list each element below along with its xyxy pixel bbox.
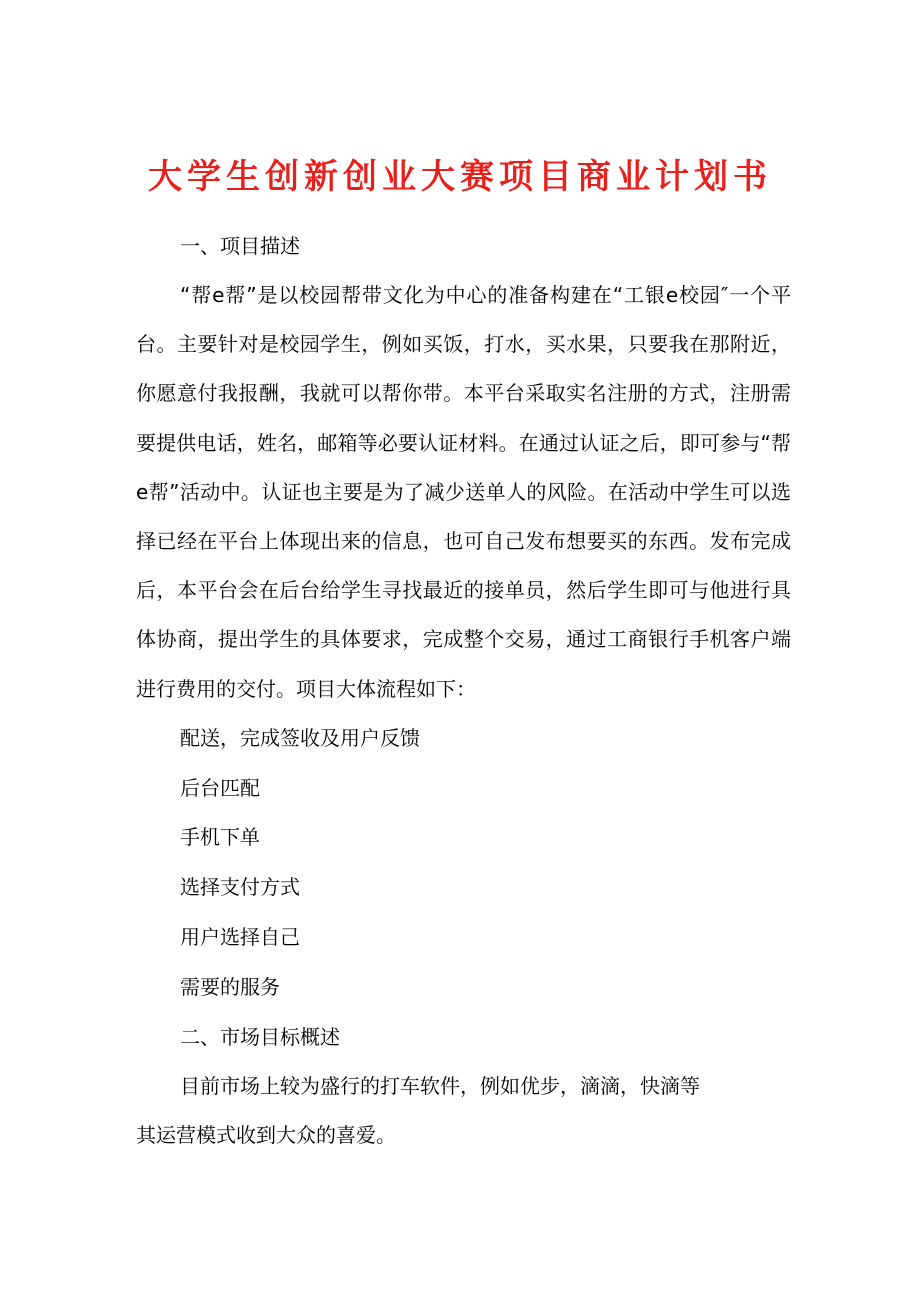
flow-step: 需要的服务 [180, 974, 280, 999]
section-heading-project-description: 一、项目描述 [180, 234, 300, 258]
section-heading-market-overview: 二、市场目标概述 [180, 1024, 340, 1049]
flow-step: 后台匹配 [180, 775, 260, 800]
project-description-paragraph: “帮e帮”是以校园帮带文化为中心的准备构建在“工银e校园″一个平台。主要针对是校园学生，例如买饭，打水，买水果，只要我在那附近，你愿意付我报酬，我就可以帮你带。本平台采取实名注册的方式，注册需要提供电话，姓名，邮箱等必要认证材料。在通过认证之后，即可参与“帮e帮”活动中。认证也主要是为了减少送单人的风险。在活动中学生可以选择已经在平台上体现出来的信息，也可自己发布想要买的东西。发布完成后，本平台会在后台给学生寻找最近的接单员，然后学生即可与他进行具体协商，提出学生的具体要求，完成整个交易，通过工商银行手机客户端进行费用的交付。项目大体流程如下： [136, 283, 791, 701]
flow-step: 手机下单 [180, 825, 260, 850]
page-title: 大学生创新创业大赛项目商业计划书 [148, 156, 772, 197]
process-flow-list [136, 714, 791, 1013]
flow-step: 用户选择自己 [180, 925, 300, 950]
flow-step: 选择支付方式 [180, 875, 300, 900]
market-overview-paragraph [136, 1062, 791, 1160]
document-body [136, 222, 791, 1160]
flow-step: 配送，完成签收及用户反馈 [180, 725, 420, 750]
paragraph-line: 目前市场上较为盛行的打车软件，例如优步，滴滴，快滴等 [180, 1073, 700, 1098]
paragraph-line: 其运营模式收到大众的喜爱。 [136, 1122, 396, 1147]
